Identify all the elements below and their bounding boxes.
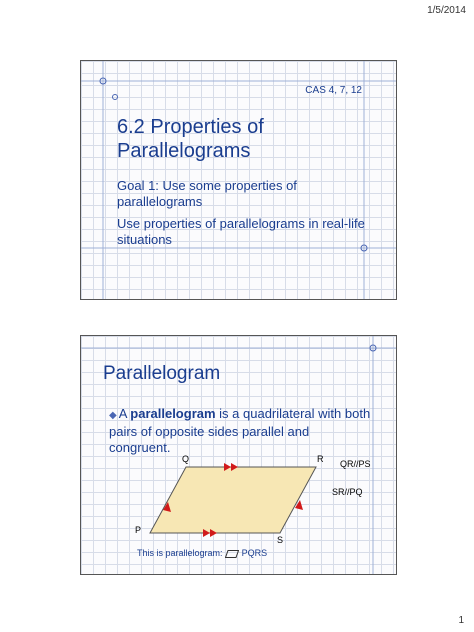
definition-text: is a quadrilateral with both pairs of opposite sides parallel and congruent. bbox=[109, 406, 371, 455]
parallelogram-figure bbox=[81, 336, 396, 574]
header-date: 1/5/2014 bbox=[427, 5, 466, 16]
parallel-relation-2: SR//PQ bbox=[332, 487, 363, 497]
slide-2-thumbnail bbox=[80, 335, 397, 575]
vertex-label-q: Q bbox=[182, 454, 190, 464]
vertex-label-s: S bbox=[277, 535, 284, 545]
goal-2-text: Use properties of parallelograms in real-life situations bbox=[117, 216, 365, 247]
slide-1-thumbnail bbox=[80, 60, 397, 300]
slide-1-body bbox=[117, 178, 367, 254]
parallelogram-shape bbox=[150, 467, 316, 533]
slide-1-title: 6.2 Properties of Parallelograms bbox=[117, 116, 264, 162]
goal-1-text: Goal 1: Use some properties of parallelograms bbox=[117, 178, 297, 209]
vertex-label-p: P bbox=[135, 525, 142, 535]
vertex-label-r: R bbox=[317, 454, 324, 464]
definition-term: parallelogram bbox=[130, 406, 216, 421]
page-number: 1 bbox=[458, 615, 464, 626]
caption-text: This is parallelogram: bbox=[137, 548, 223, 558]
parallelogram-symbol-icon bbox=[225, 550, 239, 558]
parallel-relation-1: QR//PS bbox=[340, 459, 371, 469]
diamond-bullet-icon: ◆ bbox=[109, 410, 117, 421]
caption-figure-name: PQRS bbox=[241, 548, 268, 558]
slide-2-title: Parallelogram bbox=[103, 363, 221, 384]
course-reference: CAS 4, 7, 12 bbox=[305, 85, 362, 96]
figure-caption bbox=[137, 548, 267, 558]
definition-prefix: A bbox=[118, 406, 131, 421]
